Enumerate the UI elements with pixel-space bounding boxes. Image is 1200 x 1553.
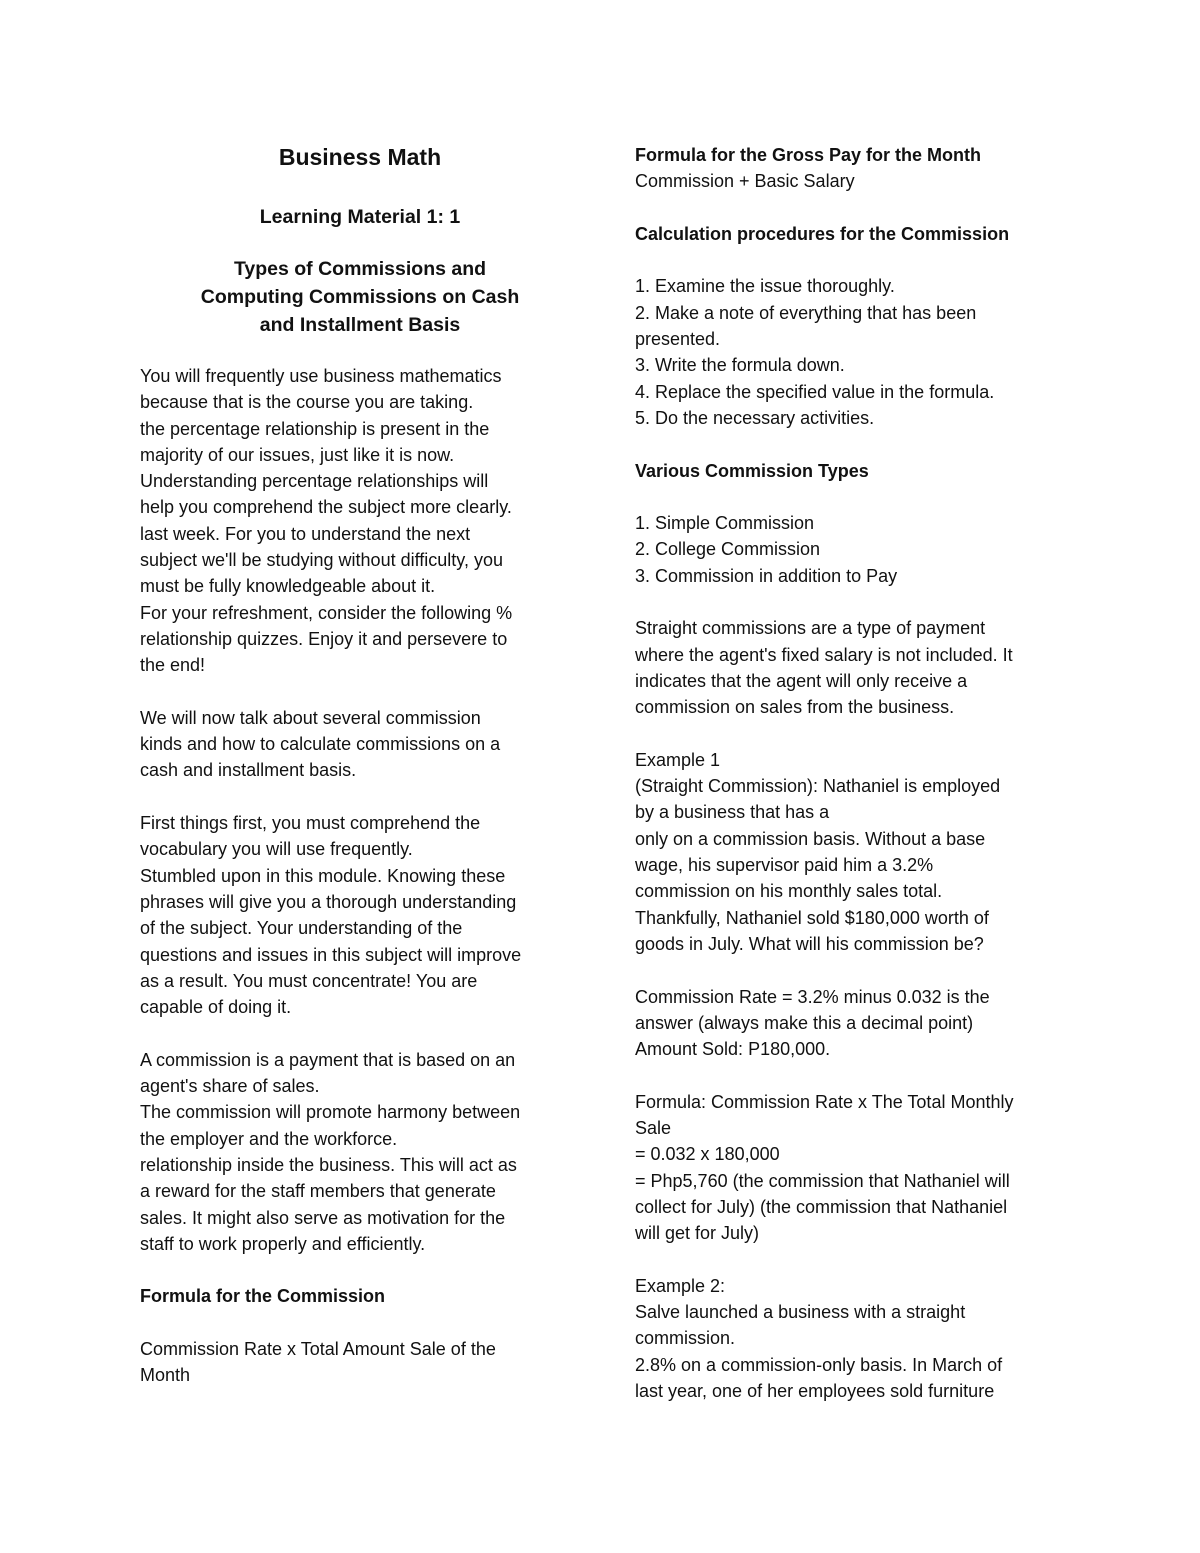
commission-definition-paragraph [140,1047,580,1257]
example-2-paragraph [635,1273,1065,1404]
text-line: of the subject. Your understanding of the [140,918,463,939]
spacer [140,679,580,705]
text-line: commission. [635,1328,736,1349]
text-line: Formula: Commission Rate x The Total Monthly [635,1091,1014,1112]
text-line: as a result. You must concentrate! You are [140,970,478,991]
text-line: = 0.032 x 180,000 [635,1144,780,1165]
calculation-heading: Calculation procedures for the Commission [635,223,1010,244]
spacer [140,1257,580,1283]
formula-computation-paragraph [635,1089,1065,1247]
intro-paragraph [140,363,580,679]
list-item: presented. [635,329,721,350]
formula-paragraph [140,1336,580,1389]
text-line: questions and issues in this subject will improve [140,944,522,965]
text-line: relationship quizzes. Enjoy it and persevere to [140,628,508,649]
text-line: Understanding percentage relationships will [140,471,489,492]
example-1-paragraph [635,747,1065,957]
spacer [635,484,1065,510]
list-item: 1. Examine the issue thoroughly. [635,276,895,297]
spacer [635,589,1065,615]
spacer [635,1062,1065,1088]
rate-paragraph [635,984,1065,1063]
text-line: 2.8% on a commission-only basis. In March of [635,1354,1003,1375]
text-line: wage, his supervisor paid him a 3.2% [635,855,934,876]
text-line: capable of doing it. [140,997,292,1018]
spacer [635,431,1065,457]
text-line: First things first, you must comprehend the [140,813,481,834]
topic-heading [140,255,580,339]
text-line: For your refreshment, consider the following % [140,602,513,623]
commission-types-list [635,510,1065,589]
text-line: where the agent's fixed salary is not included. It [635,644,1013,665]
spacer [635,1246,1065,1272]
text-line: the employer and the workforce. [140,1128,398,1149]
topic-line: Computing Commissions on Cash [200,286,520,308]
left-column [140,141,580,1389]
spacer [140,1020,580,1046]
spacer [635,247,1065,273]
text-line: You will frequently use business mathematics [140,366,502,386]
text-line: commission on his monthly sales total. [635,881,943,902]
spacer [140,1310,580,1336]
text-line: help you comprehend the subject more clearly. [140,497,512,518]
text-line: collect for July) (the commission that Nathaniel [635,1196,1008,1217]
text-line: The commission will promote harmony between [140,1102,521,1123]
text-line: vocabulary you will use frequently. [140,839,413,860]
document-title: Business Math [278,144,442,170]
straight-commission-paragraph [635,615,1065,720]
text-line: last year, one of her employees sold furniture [635,1380,995,1401]
text-line: Straight commissions are a type of payment [635,618,986,639]
text-line: agent's share of sales. [140,1076,320,1097]
text-line: Salve launched a business with a straight [635,1302,966,1323]
text-line: kinds and how to calculate commissions on a [140,734,501,755]
list-item: 1. Simple Commission [635,513,815,534]
text-line: cash and installment basis. [140,760,357,781]
text-line: indicates that the agent will only receive a [635,670,968,691]
text-line: phrases will give you a thorough understanding [140,891,517,912]
text-line: only on a commission basis. Without a base [635,828,986,849]
text-line: subject we'll be studying without difficulty, you [140,550,503,571]
text-line: (Straight Commission): Nathaniel is employed [635,776,1001,797]
text-line: the end! [140,655,206,676]
text-line: by a business that has a [635,802,830,823]
gross-pay-formula: Commission + Basic Salary [635,171,855,192]
text-line: because that is the course you are taking. [140,392,474,413]
right-column [635,142,1065,1404]
text-line: We will now talk about several commission [140,707,481,728]
talk-paragraph [140,705,580,784]
list-item: 2. Make a note of everything that has been [635,302,977,323]
text-line: = Php5,760 (the commission that Nathaniel will [635,1170,1010,1191]
spacer [635,721,1065,747]
gross-pay-heading: Formula for the Gross Pay for the Month [635,145,982,165]
spacer [635,195,1065,221]
text-line: Example 1 [635,749,721,770]
text-line: will get for July) [635,1223,760,1244]
text-line: staff to work properly and efficiently. [140,1233,426,1254]
text-line: last week. For you to understand the next [140,523,471,544]
text-line: relationship inside the business. This will act as [140,1154,517,1175]
text-line: Commission Rate = 3.2% minus 0.032 is the [635,986,990,1007]
topic-line: and Installment Basis [259,314,461,336]
text-line: goods in July. What will his commission be? [635,933,984,954]
text-line: Commission Rate x Total Amount Sale of the [140,1338,496,1359]
text-line: Example 2: [635,1275,726,1296]
text-line: A commission is a payment that is based on an [140,1049,516,1070]
spacer [635,957,1065,983]
material-label: Learning Material 1: 1 [259,206,461,228]
list-item: 5. Do the necessary activities. [635,407,875,428]
text-line: the percentage relationship is present in the [140,418,490,439]
calculation-steps-list [635,273,1065,431]
text-line: commission on sales from the business. [635,697,955,718]
text-line: must be fully knowledgeable about it. [140,576,436,597]
types-heading: Various Commission Types [635,460,869,481]
text-line: answer (always make this a decimal point) [635,1012,974,1033]
text-line: majority of our issues, just like it is now. [140,444,455,465]
text-line: Sale [635,1117,672,1138]
text-line: sales. It might also serve as motivation for the [140,1207,506,1228]
spacer [140,784,580,810]
text-line: Amount Sold: P180,000. [635,1039,831,1060]
material-label-block [140,203,580,231]
text-line: Thankfully, Nathaniel sold $180,000 worth of [635,907,989,928]
vocabulary-paragraph [140,810,580,1020]
text-line: a reward for the staff members that generate [140,1181,496,1202]
list-item: 2. College Commission [635,539,821,560]
list-item: 3. Commission in addition to Pay [635,565,898,586]
text-line: Month [140,1365,191,1386]
list-item: 3. Write the formula down. [635,355,845,376]
formula-heading: Formula for the Commission [140,1286,386,1307]
list-item: 4. Replace the specified value in the formula. [635,381,995,402]
text-line: Stumbled upon in this module. Knowing these [140,865,506,886]
topic-line: Types of Commissions and [233,258,487,280]
